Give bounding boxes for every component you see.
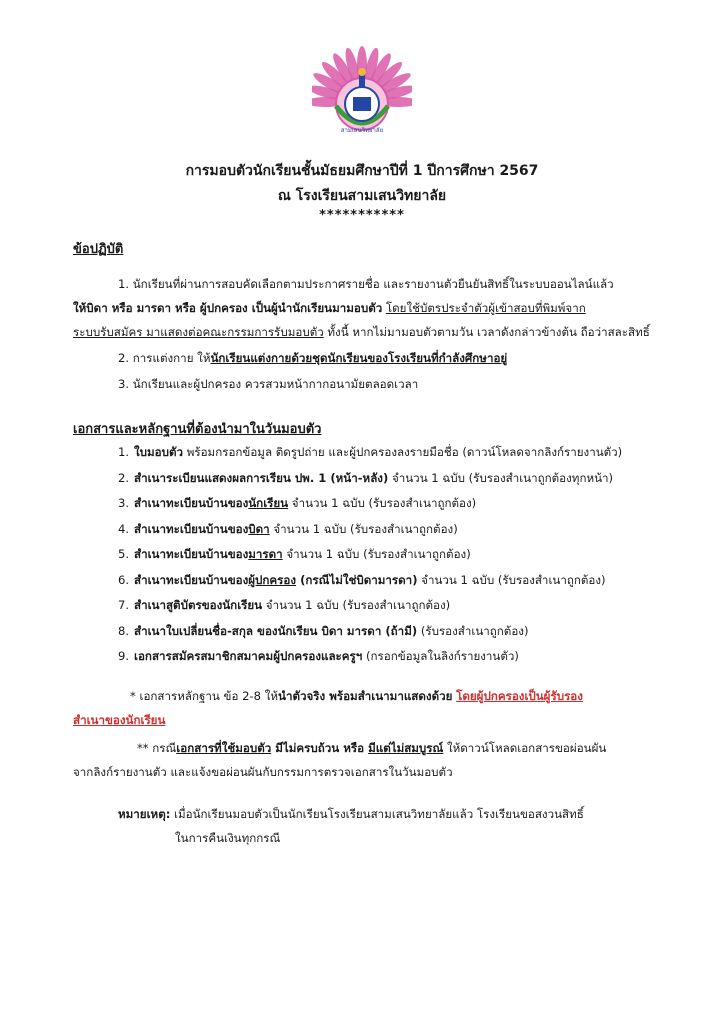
rule-1-underline-2: ระบบรับสมัคร มาแสดงต่อคณะกรรมการรับมอบตัว [73, 325, 324, 339]
note-2-line-2: จากลิงก์รายงานตัว และแจ้งขอผ่อนผันกับกรรมการตรวจเอกสารในวันมอบตัว [73, 765, 453, 779]
doc-item-text: สำเนาสูติบัตรของนักเรียน [134, 598, 263, 612]
remark-text-1: เมื่อนักเรียนมอบตัวเป็นนักเรียนโรงเรียนสามเสนวิทยาลัยแล้ว โรงเรียนขอสงวนสิทธิ์ [170, 807, 584, 821]
note-1-bold: นำตัวจริง พร้อมสำเนามาแสดงด้วย [278, 689, 453, 703]
doc-item-number: 1. [118, 445, 130, 459]
doc-item-number: 8. [118, 623, 130, 638]
note-1-line-1 [130, 688, 583, 706]
doc-item-text: ผู้ปกครอง [248, 572, 297, 587]
rule-1-line-3 [73, 324, 650, 342]
doc-item-7 [118, 597, 450, 615]
remark-line-1 [118, 806, 584, 824]
note-2-rest: ให้ดาวน์โหลดเอกสารขอผ่อนผัน [443, 741, 607, 755]
rule-2-bold: นักเรียนแต่งกายด้วยชุดนักเรียนของโรงเรียนที่กำลังศึกษาอยู่ [210, 351, 508, 365]
note-2-line-1 [137, 740, 606, 758]
remark-label: หมายเหตุ: [118, 807, 171, 821]
note-1-red-2: สำเนาของนักเรียน [73, 713, 166, 727]
doc-item-text: จำนวน 1 ฉบับ (รับรองสำเนาถูกต้อง) [417, 572, 606, 587]
doc-item-4 [118, 521, 458, 539]
doc-item-number: 9. [118, 649, 130, 663]
school-emblem-icon [312, 44, 412, 144]
doc-item-text: มารดา [248, 547, 283, 561]
note-2-bold-2: มีไม่ครบถ้วน หรือ [271, 741, 369, 755]
doc-item-1 [118, 444, 622, 462]
doc-item-text: (รับรองสำเนาถูกต้อง) [417, 623, 529, 638]
title-separator: *********** [319, 208, 405, 223]
doc-item-text: นักเรียน [248, 496, 289, 510]
doc-item-text: สำเนาทะเบียนบ้านของ [134, 496, 249, 510]
rule-1-rest: ทั้งนี้ หากไม่มามอบตัวตามวัน เวลาดังกล่าวข้างต้น ถือว่าสละสิทธิ์ [323, 325, 650, 339]
doc-item-number: 4. [118, 521, 130, 536]
doc-item-text: ใบมอบตัว [134, 445, 184, 459]
doc-item-text: สำเนาระเบียนแสดงผลการเรียน ปพ. 1 (หน้า-หลัง) [134, 470, 389, 485]
page-title: การมอบตัวนักเรียนชั้นมัธยมศึกษาปีที่ 1 ปีการศึกษา 2567 [185, 163, 539, 179]
doc-item-text: (กรอกข้อมูลในลิงก์รายงานตัว) [362, 649, 519, 663]
doc-item-text: พร้อมกรอกข้อมูล ติดรูปถ่าย และผู้ปกครองลงรายมือชื่อ (ดาวน์โหลดจากลิงก์รายงานตัว) [183, 445, 623, 459]
doc-item-number: 6. [118, 572, 130, 587]
rule-1-bold: ให้บิดา หรือ มารดา หรือ ผู้ปกครอง เป็นผู้นำนักเรียนมามอบตัว [73, 301, 383, 315]
remark-line-2: ในการคืนเงินทุกกรณี [175, 831, 281, 845]
rule-2-text: 2. การแต่งกาย ให้ [118, 351, 211, 365]
doc-item-6 [118, 572, 606, 590]
doc-item-text: สำเนาทะเบียนบ้านของ [134, 547, 249, 561]
doc-item-9 [118, 648, 519, 666]
doc-item-3 [118, 495, 476, 513]
doc-item-text: สำเนาทะเบียนบ้านของ [134, 572, 249, 587]
rule-2 [118, 350, 507, 368]
doc-item-text: สำเนาใบเปลี่ยนชื่อ-สกุล ของนักเรียน บิดา มารดา (ถ้ามี) [134, 623, 418, 638]
doc-item-2 [118, 470, 613, 488]
note-2-bold-1: เอกสารที่ใช้มอบตัว [176, 741, 272, 755]
note-1-line-2 [73, 712, 165, 730]
note-2-text: ** กรณี [137, 741, 177, 755]
doc-item-number: 3. [118, 496, 130, 510]
doc-item-text: (กรณีไม่ใช่บิดามารดา) [296, 572, 418, 587]
doc-item-5 [118, 546, 471, 564]
doc-item-text: จำนวน 1 ฉบับ (รับรองสำเนาถูกต้อง) [262, 598, 451, 612]
rule-1-underline-1: โดยใช้บัตรประจำตัวผู้เข้าสอบที่พิมพ์จาก [385, 301, 586, 315]
rule-3: 3. นักเรียนและผู้ปกครอง ควรสวมหน้ากากอนามัยตลอดเวลา [118, 377, 419, 391]
note-2-bold-3: มีแต่ไม่สมบูรณ์ [368, 741, 444, 755]
doc-item-text: จำนวน 1 ฉบับ (รับรองสำเนาถูกต้อง) [288, 496, 477, 510]
doc-item-text: จำนวน 1 ฉบับ (รับรองสำเนาถูกต้อง) [282, 547, 471, 561]
rule-1-line-1: 1. นักเรียนที่ผ่านการสอบคัดเลือกตามประกาศรายชื่อ และรายงานตัวยืนยันสิทธิ์ในระบบออนไลน์แล้ว [118, 277, 614, 291]
note-1-red: โดยผู้ปกครองเป็นผู้รับรอง [456, 689, 583, 703]
doc-item-text: จำนวน 1 ฉบับ (รับรองสำเนาถูกต้องทุกหน้า) [388, 470, 614, 485]
rule-1-line-2 [73, 300, 586, 318]
doc-item-text: จำนวน 1 ฉบับ (รับรองสำเนาถูกต้อง) [269, 521, 458, 536]
doc-item-8 [118, 623, 529, 641]
page-subtitle: ณ โรงเรียนสามเสนวิทยาลัย [277, 188, 447, 204]
logo-text: สามเสนวิทยาลัย [340, 127, 384, 134]
doc-item-text: สำเนาทะเบียนบ้านของ [134, 521, 249, 536]
doc-item-number: 5. [118, 547, 130, 561]
doc-item-number: 7. [118, 598, 130, 612]
doc-item-text: บิดา [248, 521, 270, 536]
rules-heading: ข้อปฏิบัติ [73, 242, 124, 257]
doc-item-text: เอกสารสมัครสมาชิกสมาคมผู้ปกครองและครูฯ [134, 649, 363, 663]
note-1-text: * เอกสารหลักฐาน ข้อ 2-8 ให้ [130, 689, 279, 703]
docs-heading: เอกสารและหลักฐานที่ต้องนำมาในวันมอบตัว [73, 422, 322, 437]
doc-item-number: 2. [118, 470, 130, 485]
